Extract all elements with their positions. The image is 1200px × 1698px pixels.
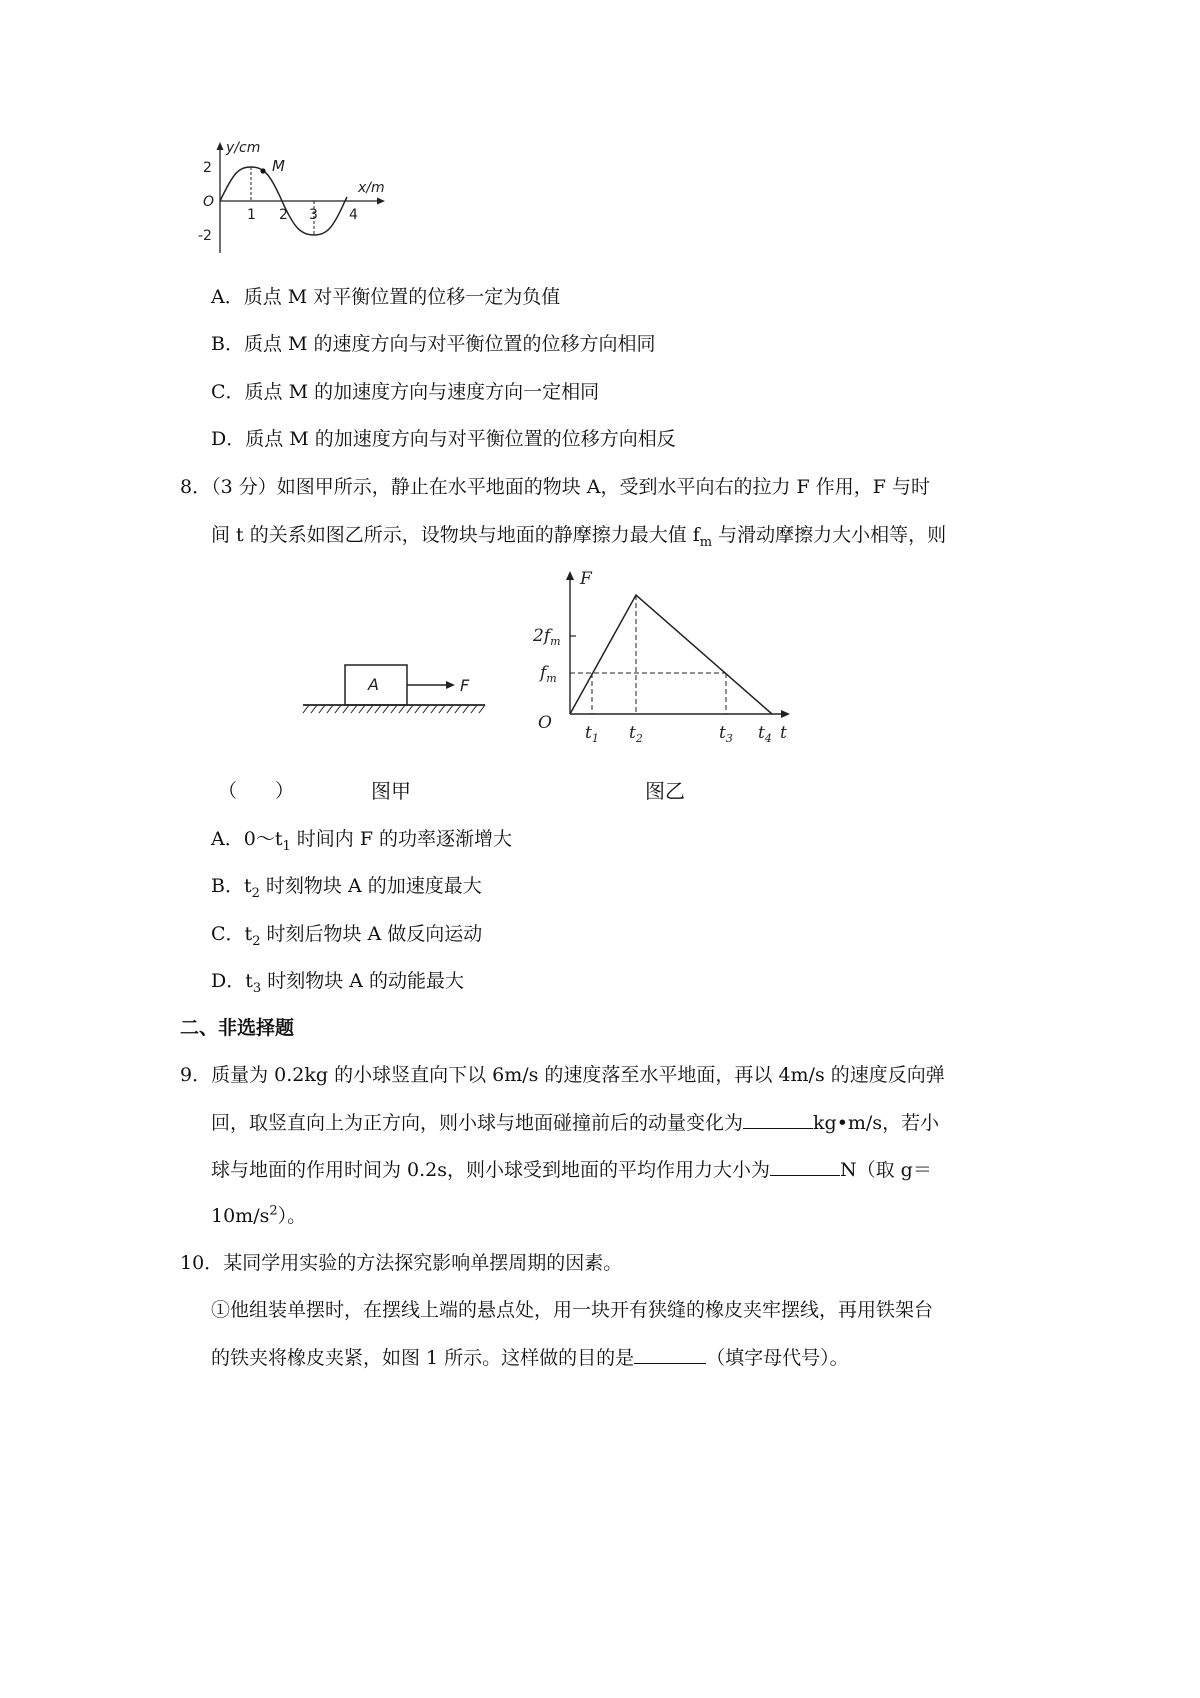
q8-option-c: C．$t_2$ 时刻后物块 A 做反向运动 — [211, 923, 483, 949]
ft-x-arrow — [781, 710, 790, 718]
q9-line3: 球与地面的作用时间为 0.2s，则小球受到地面的平均作用力大小为 N（取 g＝ — [211, 1159, 932, 1181]
q7-option-a: A．质点 M 对平衡位置的位移一定为负值 — [211, 286, 561, 308]
figure-b-caption: 图乙 — [645, 779, 685, 803]
ft-x-tick-t3: $t_3$ — [719, 723, 733, 745]
q8-line2: 间 t 的关系如图乙所示，设物块与地面的静摩擦力最大值 $f_m$ 与滑动摩擦力大小相等，则 — [211, 524, 947, 550]
wave-x-arrow — [377, 198, 385, 205]
figure-a-block — [295, 660, 495, 722]
wave-point-m-label: M — [272, 157, 285, 175]
figure-a-caption: 图甲 — [371, 779, 411, 803]
q8-option-a: A．$0\sim t_1$ 时间内 F 的功率逐渐增大 — [211, 828, 513, 854]
q8-option-d: D．$t_3$ 时刻物块 A 的动能最大 — [211, 970, 464, 996]
wave-x-tick-1: 1 — [247, 207, 256, 223]
ft-origin-label: O — [538, 713, 552, 733]
q9-line1: 9．质量为 0.2kg 的小球竖直向下以 6m/s 的速度落至水平地面，再以 4m/s 的速度反向弹 — [180, 1064, 945, 1086]
q9-line4: $10m/s^2$）。 — [211, 1203, 307, 1227]
ft-y-axis-label: F — [580, 569, 592, 589]
q7-option-c: C．质点 M 的加速度方向与速度方向一定相同 — [211, 381, 600, 403]
figure-b-graph — [530, 568, 800, 748]
ft-y-tick-2fm: $2f_m$ — [533, 626, 561, 648]
wave-y-tick-2: 2 — [203, 160, 212, 176]
wave-origin-label: O — [203, 194, 215, 210]
q8-answer-paren: （ ） — [218, 780, 295, 802]
ground-hatching — [303, 705, 485, 713]
wave-x-tick-4: 4 — [349, 207, 358, 223]
ft-x-axis-label: t — [780, 723, 787, 743]
wave-x-axis-label: x/m — [358, 180, 385, 196]
wave-point-m — [260, 168, 265, 173]
q8-option-b: B．$t_2$ 时刻物块 A 的加速度最大 — [211, 875, 482, 901]
q9-blank-1[interactable] — [743, 1110, 813, 1129]
wave-y-tick-neg2: -2 — [198, 228, 212, 244]
q10-line2: ①他组装单摆时，在摆线上端的悬点处，用一块开有狭缝的橡皮夹牢摆线，再用铁架台 — [211, 1299, 934, 1321]
q7-option-d: D．质点 M 的加速度方向与对平衡位置的位移方向相反 — [211, 428, 676, 450]
wave-x-tick-2: 2 — [279, 207, 288, 223]
force-label: F — [460, 676, 470, 695]
wave-x-tick-3: 3 — [309, 207, 318, 223]
q10-blank[interactable] — [634, 1345, 706, 1364]
q10-line3: 的铁夹将橡皮夹紧，如图 1 所示。这样做的目的是 （填字母代号）。 — [211, 1347, 849, 1369]
section-2-title: 二、非选择题 — [180, 1017, 295, 1039]
ft-curve — [570, 595, 772, 714]
q7-option-b: B．质点 M 的速度方向与对平衡位置的位移方向相同 — [211, 333, 656, 355]
q10-line1: 10．某同学用实验的方法探究影响单摆周期的因素。 — [180, 1252, 623, 1274]
block-a-label: A — [368, 675, 379, 694]
q9-line2: 回，取竖直向上为正方向，则小球与地面碰撞前后的动量变化为 kg•m/s，若小 — [211, 1112, 940, 1134]
ft-x-tick-t1: $t_1$ — [585, 723, 599, 745]
ft-y-tick-fm: $f_m$ — [540, 663, 557, 685]
q8-line1: 8．（3 分）如图甲所示，静止在水平地面的物块 A，受到水平向右的拉力 F 作用，F 与时 — [180, 476, 930, 498]
wave-graph — [190, 138, 405, 258]
ft-y-arrow — [566, 571, 574, 580]
wave-y-axis-label: y/cm — [226, 140, 261, 156]
wave-y-arrow — [217, 142, 224, 150]
ft-x-tick-t2: $t_2$ — [629, 723, 643, 745]
ft-x-tick-t4: $t_4$ — [758, 723, 772, 745]
force-arrow-head — [446, 681, 455, 689]
q9-blank-2[interactable] — [770, 1157, 840, 1176]
